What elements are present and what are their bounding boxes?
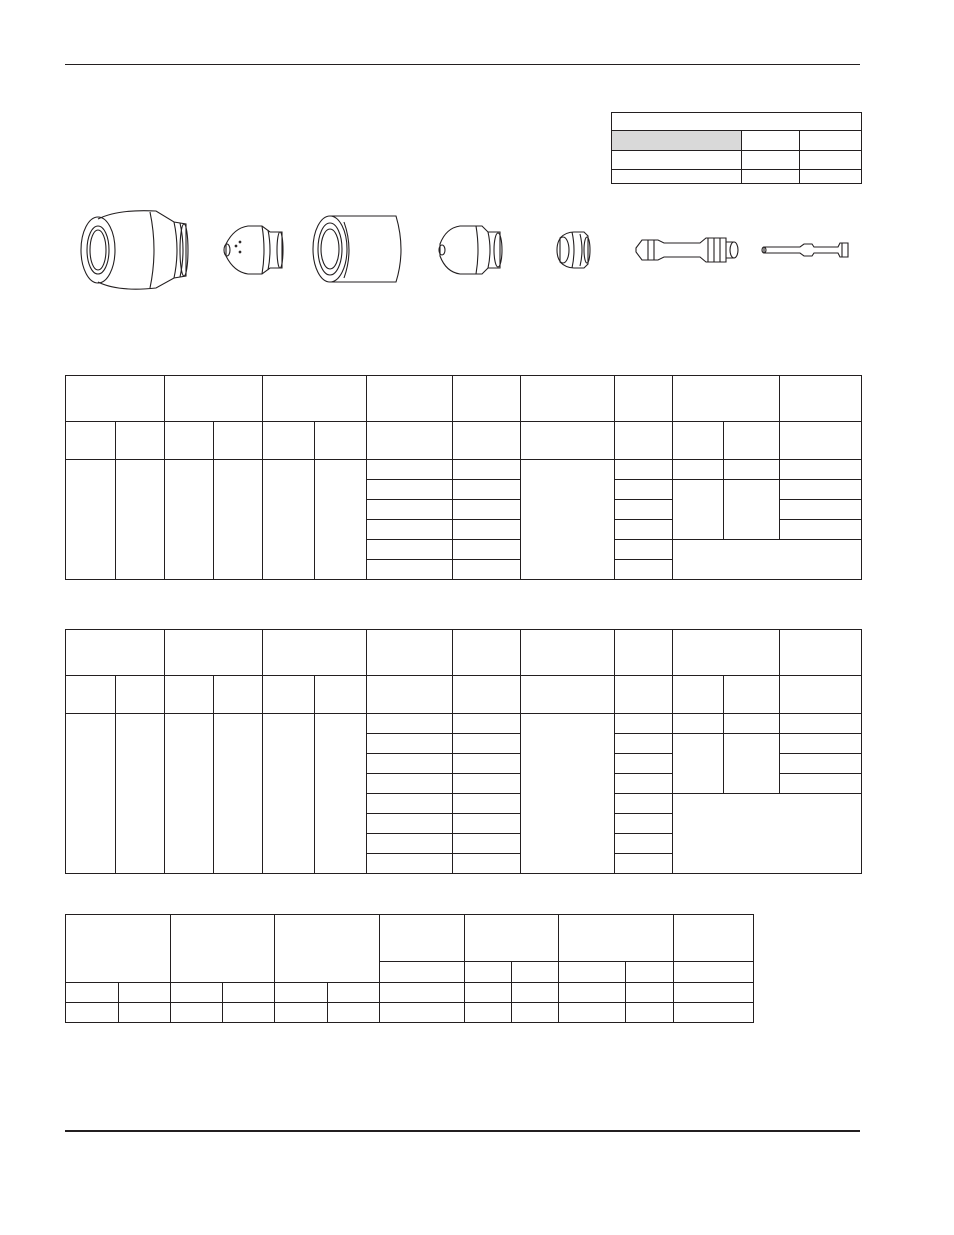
footer-rule [65,1130,860,1132]
consumables-table-2 [65,629,862,874]
nozzle-retaining-cap-icon [224,226,283,274]
nozzle-icon [439,226,502,274]
shield-icon [81,211,188,289]
inner-retaining-cap-icon [313,216,401,282]
reference-table-shaded-cell [612,131,742,151]
water-tube-icon [762,243,848,257]
swirl-ring-icon [557,232,590,268]
consumables-illustration [0,195,954,305]
consumables-table-1 [65,375,862,580]
header-rule [65,64,860,65]
reference-table-header [612,113,862,131]
consumables-table-3 [65,914,754,1023]
electrode-icon [636,238,738,262]
reference-table [611,112,862,184]
